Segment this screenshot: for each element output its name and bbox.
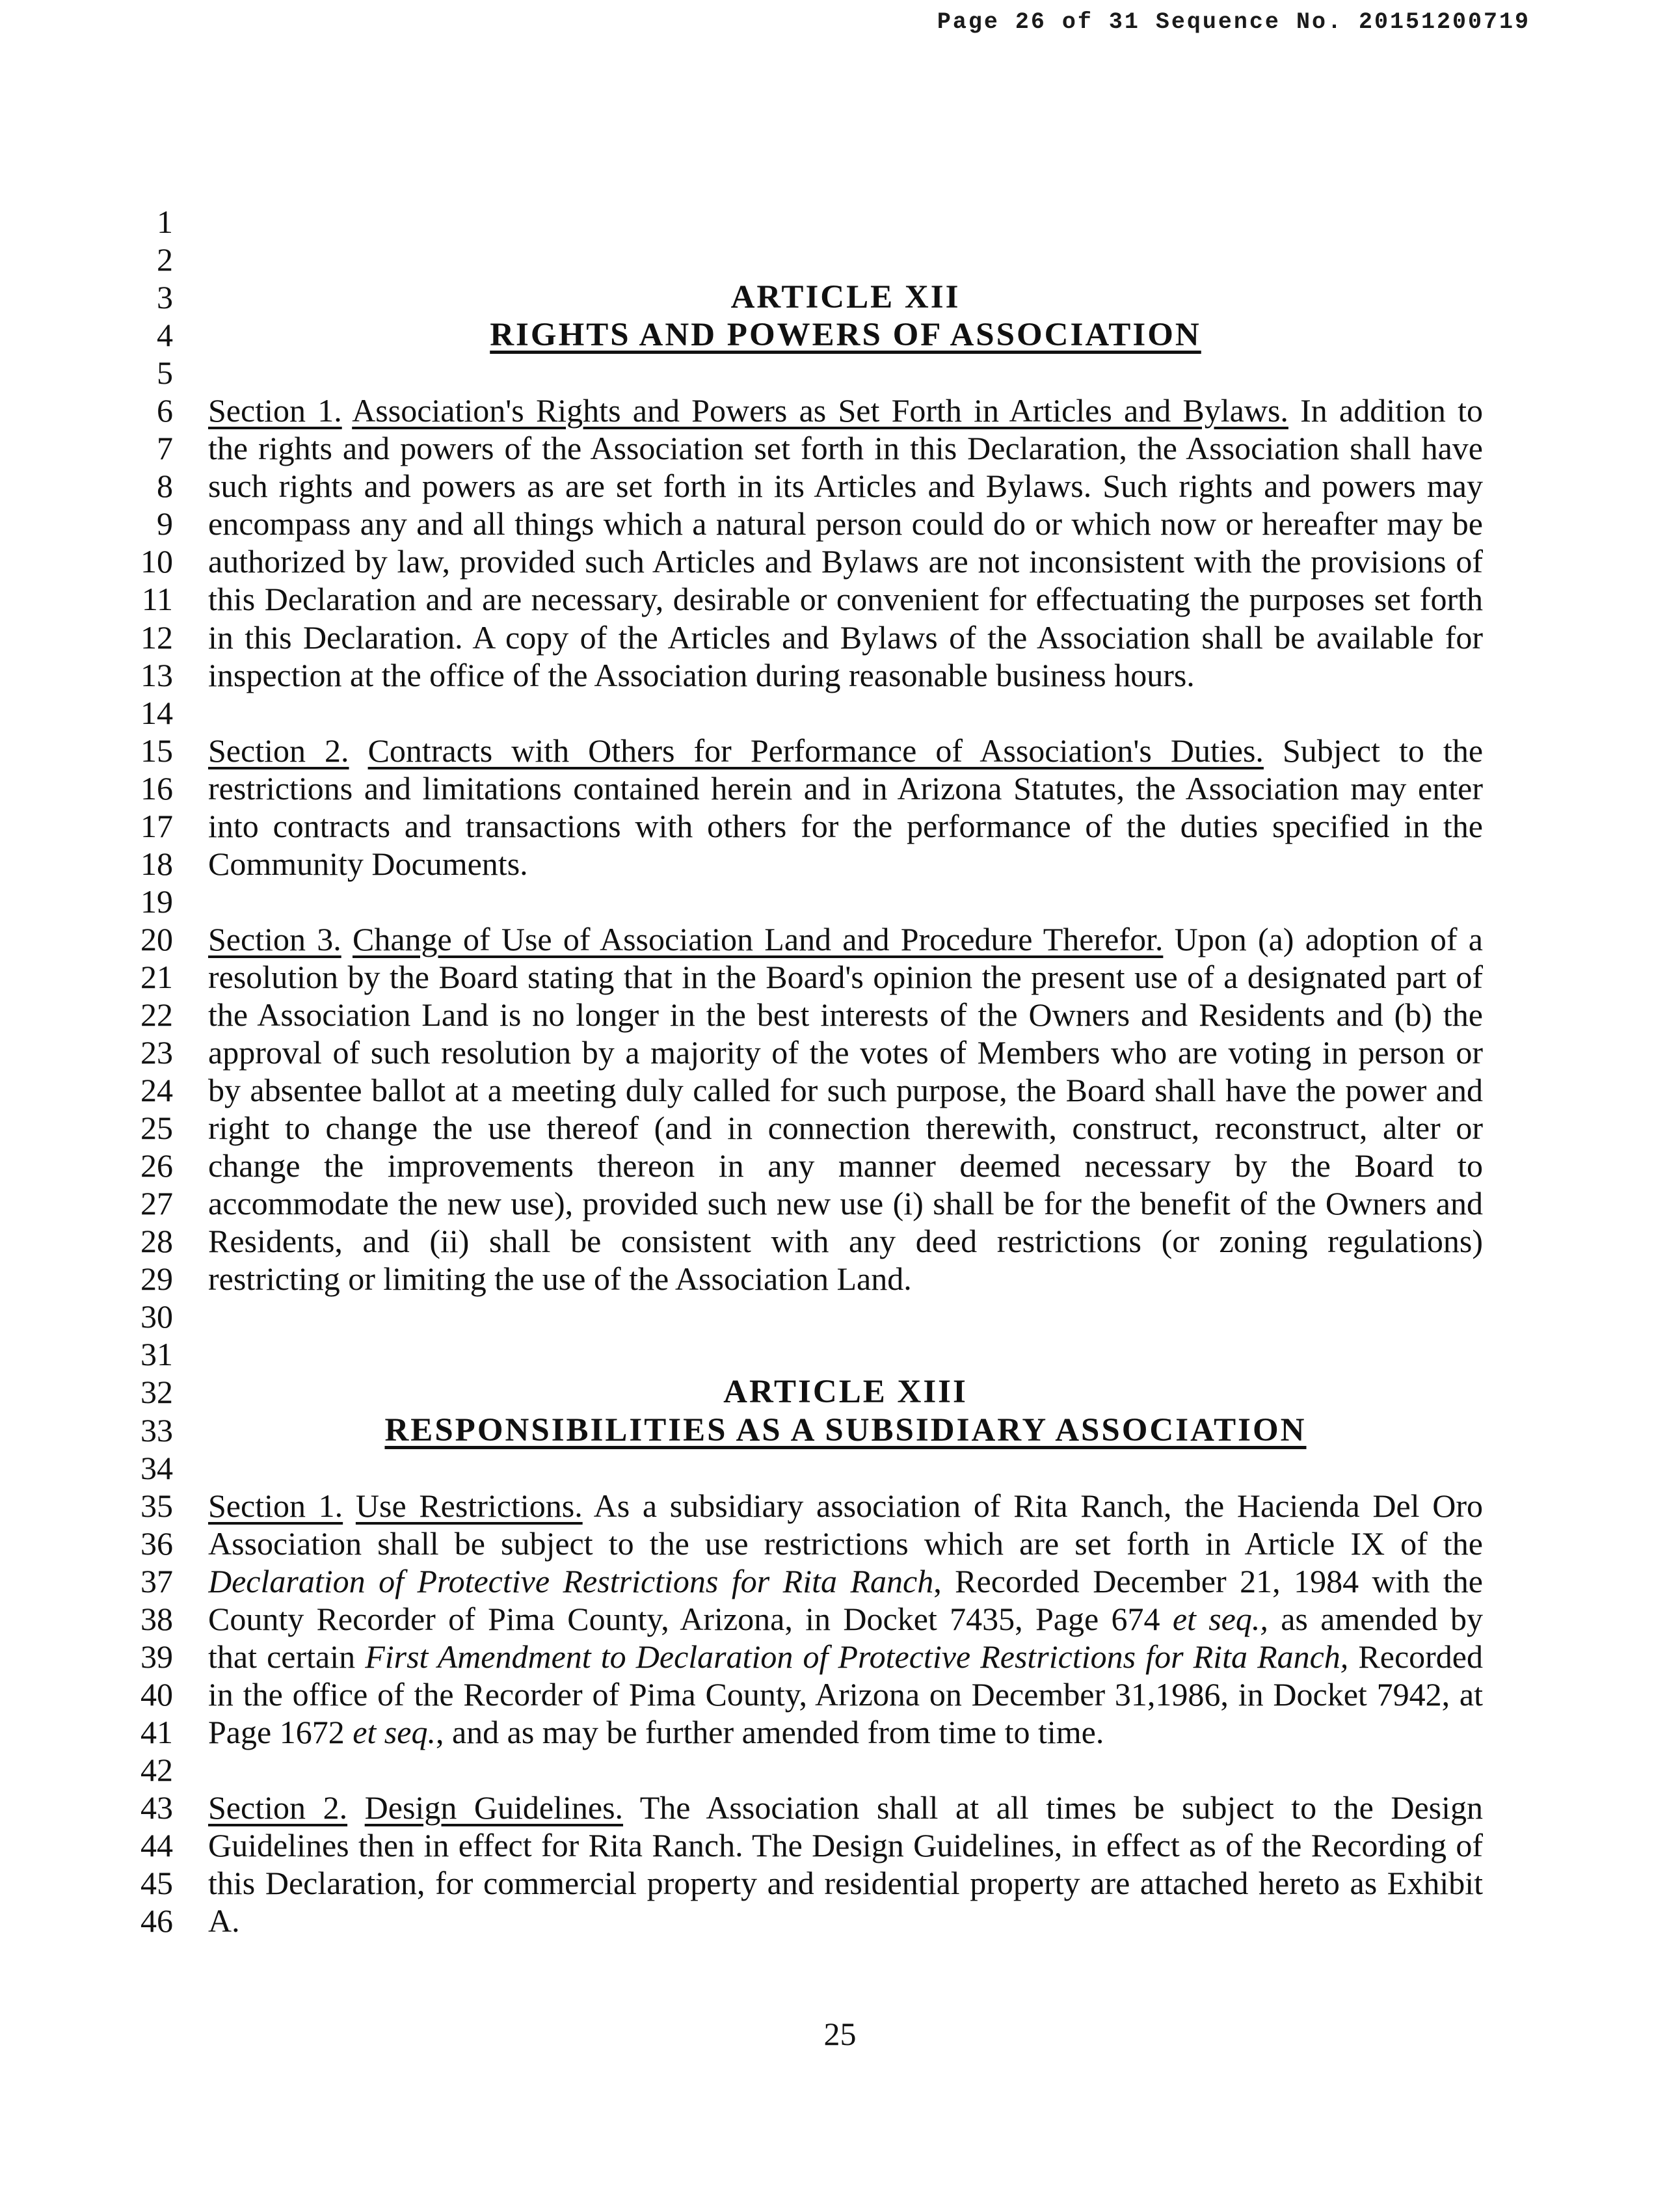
text-line: Guidelines then in effect for Rita Ranch. The Design Guidelines, in effect as of the Recording of (208, 1827, 1483, 1864)
text-line: In addition to (1300, 392, 1483, 429)
text-line: encompass any and all things which a natural person could do or which now or hereafter may be (208, 505, 1483, 542)
line-number-column (111, 203, 173, 1940)
text-fragment: et seq. (353, 1713, 436, 1750)
text-fragment: , Recorded December 21, 1984 with the (933, 1562, 1483, 1599)
line-number: 39 (140, 1638, 173, 1675)
article-12-section-1 (208, 392, 1483, 429)
text-line: in the office of the Recorder of Pima County, Arizona on December 31,1986, in Docket 7942, at (208, 1676, 1483, 1713)
line-number: 24 (140, 1072, 173, 1109)
text-fragment: Page 1672 (208, 1713, 345, 1750)
text-line: The Association shall at all times be subject to the Design (639, 1789, 1483, 1826)
text-line: by absentee ballot at a meeting duly called for such purpose, the Board shall have the power and (208, 1072, 1483, 1109)
section-heading: Contracts with Others for Performance of Association's Duties. (367, 732, 1264, 769)
text-line: authorized by law, provided such Articles and Bylaws are not inconsistent with the provisions of (208, 543, 1483, 580)
text-line: As a subsidiary association of Rita Ranch, the Hacienda Del Oro (593, 1487, 1483, 1524)
sequence-stamp: Page 26 of 31 Sequence No. 20151200719 (937, 9, 1530, 35)
line-number: 28 (140, 1223, 173, 1260)
line-number: 27 (140, 1185, 173, 1222)
line-number: 40 (140, 1676, 173, 1713)
text-line: Association shall be subject to the use restrictions which are set forth in Article IX of the (208, 1525, 1483, 1562)
article-12-section-2 (208, 732, 1483, 769)
document-body (208, 203, 1483, 1940)
text-fragment: County Recorder of Pima County, Arizona, in Docket 7435, Page 674 (208, 1600, 1160, 1637)
line-number: 10 (140, 543, 173, 580)
line-number: 44 (140, 1827, 173, 1864)
line-number: 14 (140, 694, 173, 731)
article-13-section-1 (208, 1487, 1483, 1525)
text-fragment: , and as may be further amended from time to time. (435, 1713, 1104, 1750)
line-number: 4 (157, 317, 173, 354)
line-number: 43 (140, 1789, 173, 1826)
article-13-section-2 (208, 1789, 1483, 1826)
text-line: such rights and powers as are set forth in its Articles and Bylaws. Such rights and powers may (208, 468, 1483, 505)
text-fragment: et seq., (1172, 1600, 1268, 1637)
line-number: 33 (140, 1411, 173, 1449)
line-number: 29 (140, 1261, 173, 1298)
text-line: accommodate the new use), provided such new use (i) shall be for the benefit of the Owners and (208, 1185, 1483, 1222)
line-number: 30 (140, 1298, 173, 1335)
text-line: restrictions and limitations contained herein and in Arizona Statutes, the Association may enter (208, 769, 1483, 807)
article-12-section-3 (208, 920, 1483, 958)
line-number: 37 (140, 1562, 173, 1599)
text-line: restricting or limiting the use of the Association Land. (208, 1261, 912, 1298)
section-heading: Use Restrictions. (355, 1487, 583, 1524)
document-title-citation: Declaration of Protective Restrictions for Rita Ranch (208, 1562, 934, 1599)
line-number: 21 (140, 958, 173, 995)
line-number: 42 (140, 1751, 173, 1788)
page-number: 25 (823, 2016, 857, 2052)
text-line: into contracts and transactions with others for the performance of the duties specified in the (208, 807, 1483, 844)
text-line: this Declaration, for commercial property and residential property are attached hereto as Exhibit (208, 1865, 1483, 1902)
line-number: 45 (140, 1865, 173, 1902)
text-line: approval of such resolution by a majority of the votes of Members who are voting in person or (208, 1034, 1483, 1071)
text-line (208, 1600, 1483, 1638)
text-line (208, 1638, 1483, 1676)
text-line: A. (208, 1903, 240, 1940)
text-line (208, 1713, 1483, 1751)
line-number: 7 (157, 430, 173, 467)
line-number: 18 (140, 845, 173, 882)
line-number: 9 (157, 505, 173, 542)
line-number: 35 (140, 1487, 173, 1524)
line-number: 11 (141, 581, 173, 618)
line-number: 2 (157, 241, 173, 278)
line-number: 1 (157, 204, 173, 240)
section-label: Section 2. (208, 732, 349, 769)
text-line: Upon (a) adoption of a (1174, 920, 1483, 957)
line-number: 13 (140, 656, 173, 693)
text-line: this Declaration and are necessary, desirable or convenient for effectuating the purposes set forth (208, 581, 1483, 618)
line-number: 38 (140, 1600, 173, 1637)
line-number: 34 (140, 1449, 173, 1486)
line-number: 15 (140, 732, 173, 769)
text-line: the Association Land is no longer in the best interests of the Owners and Residents and (b) the (208, 996, 1483, 1033)
text-fragment: that certain (208, 1638, 356, 1675)
line-number: 25 (140, 1110, 173, 1147)
text-fragment: Recorded (1358, 1638, 1483, 1675)
text-line: Residents, and (ii) shall be consistent with any deed restrictions (or zoning regulations) (208, 1223, 1483, 1260)
text-line: the rights and powers of the Association set forth in this Declaration, the Association shall have (208, 430, 1483, 467)
line-number: 16 (140, 769, 173, 807)
article-13-title: RESPONSIBILITIES AS A SUBSIDIARY ASSOCIATION (384, 1411, 1307, 1449)
section-label: Section 1. (208, 392, 342, 429)
line-number: 3 (157, 279, 173, 316)
line-number: 19 (140, 883, 173, 920)
text-line: resolution by the Board stating that in the Board's opinion the present use of a designated part of (208, 958, 1483, 995)
text-fragment: as amended by (1281, 1600, 1483, 1637)
document-title-citation: First Amendment to Declaration of Protective Restrictions for Rita Ranch, (365, 1638, 1349, 1675)
section-label: Section 2. (208, 1789, 348, 1826)
line-number: 31 (140, 1336, 173, 1373)
line-number: 46 (140, 1903, 173, 1940)
line-number: 32 (140, 1374, 173, 1411)
text-line: inspection at the office of the Association during reasonable business hours. (208, 656, 1195, 693)
line-number: 22 (140, 996, 173, 1033)
article-12-number: ARTICLE XII (730, 279, 961, 316)
line-number: 17 (140, 807, 173, 844)
line-number: 8 (157, 468, 173, 505)
text-line: in this Declaration. A copy of the Articles and Bylaws of the Association shall be available for (208, 619, 1483, 656)
line-number: 5 (157, 354, 173, 392)
section-label: Section 3. (208, 920, 341, 957)
text-line: Subject to the (1282, 732, 1483, 769)
section-heading: Design Guidelines. (364, 1789, 624, 1826)
text-line (208, 1562, 1483, 1600)
section-heading: Change of Use of Association Land and Procedure Therefor. (352, 920, 1164, 957)
section-label: Section 1. (208, 1487, 343, 1524)
article-12-title: RIGHTS AND POWERS OF ASSOCIATION (490, 317, 1201, 354)
line-number: 26 (140, 1147, 173, 1184)
line-number: 36 (140, 1525, 173, 1562)
line-number: 41 (140, 1713, 173, 1750)
text-line: right to change the use thereof (and in connection therewith, construct, reconstruct, alter or (208, 1110, 1483, 1147)
line-number: 12 (140, 619, 173, 656)
line-number: 6 (157, 392, 173, 429)
text-line: Community Documents. (208, 845, 528, 882)
text-line: change the improvements thereon in any manner deemed necessary by the Board to (208, 1147, 1483, 1184)
article-13-number: ARTICLE XIII (723, 1374, 968, 1411)
line-number: 23 (140, 1034, 173, 1071)
section-heading: Association's Rights and Powers as Set Forth in Articles and Bylaws. (352, 392, 1288, 429)
line-number: 20 (140, 920, 173, 957)
